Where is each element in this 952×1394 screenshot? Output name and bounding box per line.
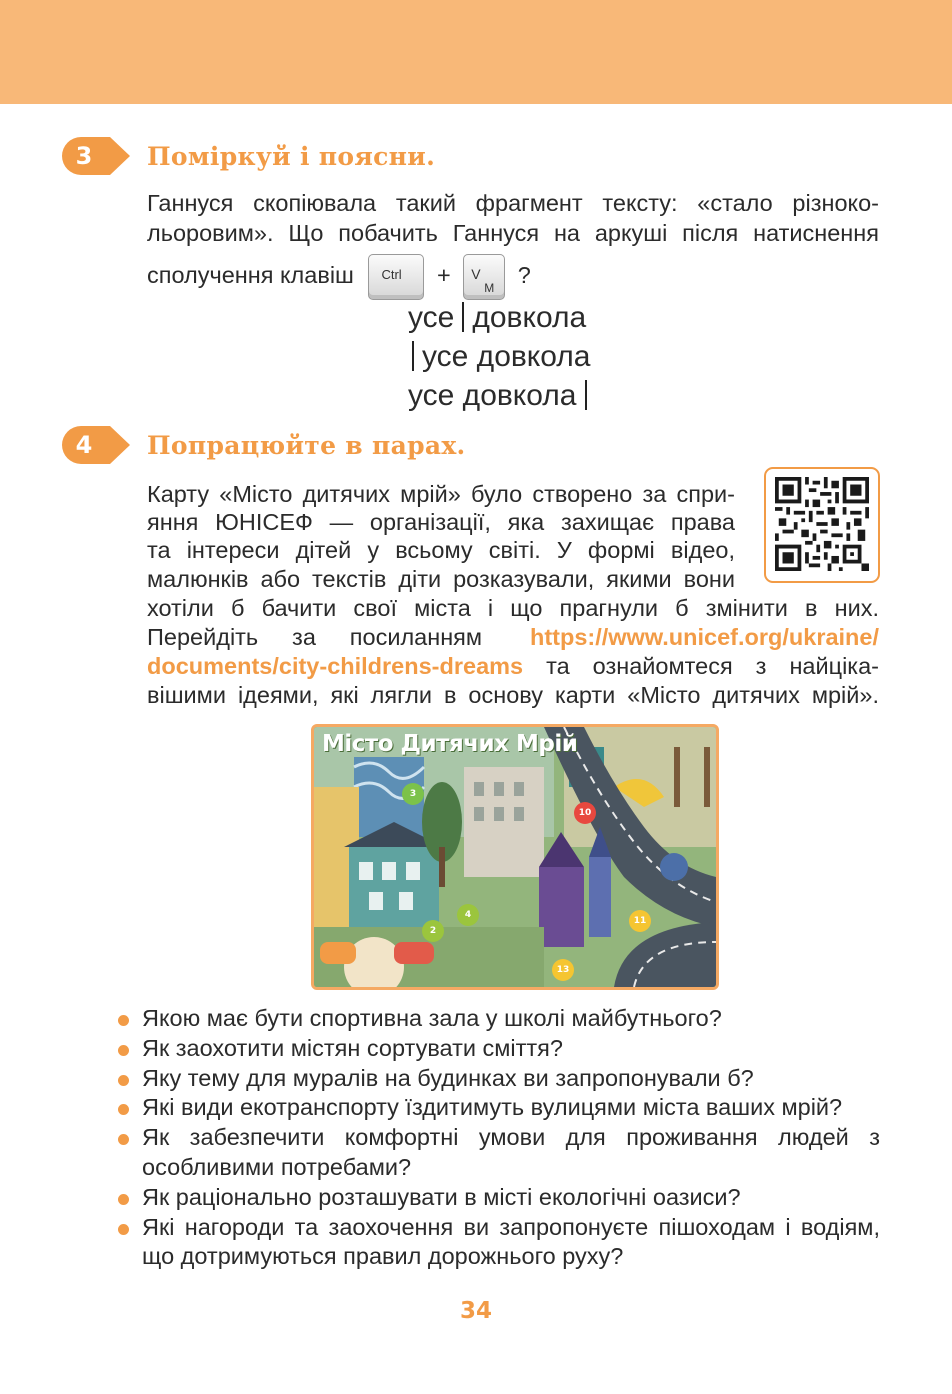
map-artwork xyxy=(314,727,716,987)
question-item: Яку тему для муралів на будинках ви запропонували б? xyxy=(118,1064,880,1094)
question-mark: ? xyxy=(517,262,531,289)
task-4-line-8: вішими ідеями, які лягли в основу карти «Місто дитячих мрій». xyxy=(147,682,879,708)
v-key-label: V xyxy=(471,266,481,282)
v-key-icon xyxy=(463,254,505,300)
task-3-number: 3 xyxy=(75,142,93,170)
question-item: Які види екотранспорту їздитимуть вулицями міста ваших мрій? xyxy=(118,1093,880,1123)
task-4-line-7 xyxy=(147,652,879,681)
option-2 xyxy=(408,337,595,376)
task-3-line-1: Ганнуся скопіювала такий фрагмент тексту: «стало різноко- xyxy=(147,190,879,216)
map-marker-10: 10 xyxy=(574,802,596,824)
task-4-line-6 xyxy=(147,623,879,652)
task-4-line-3: та інтереси дітей у всьому світі. У формі відео, xyxy=(147,537,735,564)
unicef-link-part-2[interactable]: documents/city-childrens-dreams xyxy=(147,653,524,679)
plus-sign: + xyxy=(436,262,451,289)
task-3-line-2: льоровим». Що побачить Ганнуся на аркуші після натиснення xyxy=(147,220,879,246)
question-list xyxy=(118,1004,880,1272)
question-item: Як раціонально розташувати в місті екологічні оазиси? xyxy=(118,1183,880,1213)
text-cursor-icon xyxy=(462,302,464,332)
question-item: Якою має бути спортивна зала у школі майбутнього? xyxy=(118,1004,880,1034)
text-cursor-icon xyxy=(412,341,414,371)
option-1-after: довкола xyxy=(472,301,587,334)
option-3-before: усе довкола xyxy=(408,379,577,412)
map-marker-4: 4 xyxy=(457,904,479,926)
task-4-badge xyxy=(62,426,130,464)
question-item: Як заохотити містян сортувати сміття? xyxy=(118,1034,880,1064)
map-marker-3: 3 xyxy=(402,783,424,805)
task-3-line-3 xyxy=(147,254,879,300)
map-marker-11: 11 xyxy=(629,910,651,932)
qr-code[interactable] xyxy=(764,467,880,583)
question-item: Як забезпечити комфортні умови для проживання людей з особливими потребами? xyxy=(118,1123,880,1183)
page-number: 34 xyxy=(459,1298,492,1324)
task-3-text xyxy=(147,188,879,300)
task-4-line-5: хотіли б бачити свої міста і що прагнули б змінити в них. xyxy=(147,595,879,621)
link-lead-text: Перейдіть за посиланням xyxy=(147,624,483,650)
text-cursor-icon xyxy=(585,380,587,410)
task-4-number: 4 xyxy=(75,431,93,459)
map-marker-2: 2 xyxy=(422,920,444,942)
option-2-after: усе довкола xyxy=(422,340,591,373)
option-1-before: усе xyxy=(408,301,455,334)
city-map-illustration xyxy=(311,724,719,990)
task-4-line-4: малюнків або текстів діти розказували, якими вони xyxy=(147,565,735,592)
qr-code-icon xyxy=(775,477,869,571)
task-4-line-2: яння ЮНІСЕФ — організації, яка захищає права xyxy=(147,509,735,536)
link-trail-text: та ознайомтеся з найціка- xyxy=(546,653,879,679)
map-marker-13: 13 xyxy=(552,959,574,981)
task-4-text-narrow xyxy=(147,480,735,593)
ctrl-key-label: Ctrl xyxy=(381,267,402,282)
top-header-band xyxy=(0,0,952,104)
question-item: Які нагороди та заохочення ви запропонуєте пішоходам і водіям, що дотримуються правил дорожнього руху? xyxy=(118,1213,880,1273)
keys-lead-text: сполучення клавіш xyxy=(147,262,354,289)
task-4-title: Попрацюйте в парах. xyxy=(147,431,466,460)
map-title: Місто Дитячих Мрій xyxy=(322,731,578,757)
task-3-title: Поміркуй і поясни. xyxy=(147,142,436,171)
task-4-text-wide xyxy=(147,594,879,710)
task-3-badge xyxy=(62,137,130,175)
option-1 xyxy=(408,298,595,337)
cursor-options xyxy=(408,298,595,415)
ctrl-key-icon xyxy=(368,254,424,300)
option-3 xyxy=(408,376,595,415)
v-key-sublabel: М xyxy=(484,281,495,295)
unicef-link-part-1[interactable]: https://www.unicef.org/ukraine/ xyxy=(529,624,880,650)
task-4-line-1: Карту «Місто дитячих мрій» було створено за спри- xyxy=(147,481,735,507)
